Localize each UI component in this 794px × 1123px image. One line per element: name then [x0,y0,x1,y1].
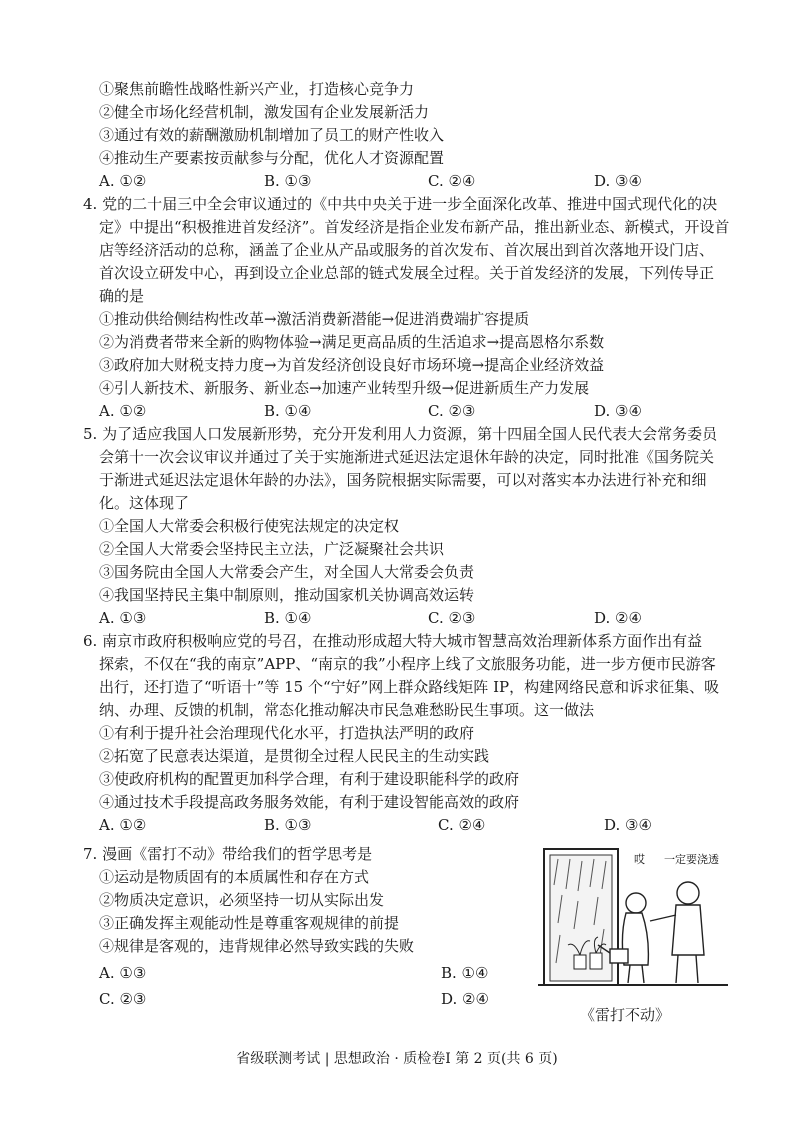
cartoon-illustration [538,845,728,993]
q3-option-c: C. ②④ [428,172,476,190]
q7-item-4: ④规律是客观的，违背规律必然导致实践的失败 [99,937,415,955]
q5-stem-line-3: 于渐进式延迟法定退休年龄的办法》，国务院根据实际需要，可以对落实本办法进行补充和细 [99,471,707,489]
q6-stem-line-4: 纳、办理、反馈的机制，常态化推动解决市民急难愁盼民生事项。这一做法 [99,701,595,719]
q3-item-2: ②健全市场化经营机制，激发国有企业发展新活力 [99,103,430,121]
q7-option-a: A. ①③ [99,964,147,982]
q4-option-b: B. ①④ [264,402,312,420]
cartoon-caption: 《雷打不动》 [580,1006,671,1024]
q5-option-b: B. ①④ [264,609,312,627]
q4-stem-line-3: 店等经济活动的总称，涵盖了企业从产品或服务的首次发布、首次展出到首次落地开设门店、 [99,241,715,259]
q6-option-a: A. ①② [99,816,147,834]
q4-item-1: ①推动供给侧结构性改革→激活消费新潜能→促进消费端扩容提质 [99,310,530,328]
q4-stem-line-5: 确的是 [99,287,145,305]
q3-option-d: D. ③④ [594,172,642,190]
q4-option-a: A. ①② [99,402,147,420]
q5-stem-line-1: 5. 为了适应我国人口发展新形势，充分开发利用人力资源，第十四届全国人民代表大会常务委员 [83,425,718,443]
q5-item-3: ③国务院由全国人大常委会产生，对全国人大常委会负责 [99,563,475,581]
q6-option-d: D. ③④ [604,816,652,834]
q3-option-b: B. ①③ [264,172,312,190]
q6-option-c: C. ②④ [438,816,486,834]
q6-item-3: ③使政府机构的配置更加科学合理，有利于建设职能科学的政府 [99,770,520,788]
q7-item-1: ①运动是物质固有的本质属性和存在方式 [99,868,370,886]
q4-item-3: ③政府加大财税支持力度→为首发经济创设良好市场环境→提高企业经济效益 [99,356,605,374]
q5-stem-line-4: 化。这体现了 [99,494,190,512]
q6-item-4: ④通过技术手段提高政务服务效能，有利于建设智能高效的政府 [99,793,520,811]
speech-left: 哎 [634,854,645,866]
q7-option-c: C. ②③ [99,990,147,1008]
q4-item-4: ④引人新技术、新服务、新业态→加速产业转型升级→促进新质生产力发展 [99,379,590,397]
q6-item-1: ①有利于提升社会治理现代化水平，打造执法严明的政府 [99,724,475,742]
q5-item-2: ②全国人大常委会坚持民主立法，广泛凝聚社会共识 [99,540,445,558]
q7-option-d: D. ②④ [441,990,489,1008]
q3-item-3: ③通过有效的薪酬激励机制增加了员工的财产性收入 [99,126,445,144]
q3-item-1: ①聚焦前瞻性战略性新兴产业，打造核心竞争力 [99,80,415,98]
q6-option-b: B. ①③ [264,816,312,834]
q3-option-a: A. ①② [99,172,147,190]
q5-item-4: ④我国坚持民主集中制原则，推动国家机关协调高效运转 [99,586,475,604]
q4-stem-line-1: 4. 党的二十届三中全会审议通过的《中共中央关于进一步全面深化改革、推进中国式现代化的决 [83,195,718,213]
q3-item-4: ④推动生产要素按贡献参与分配，优化人才资源配置 [99,149,445,167]
q5-item-1: ①全国人大常委会积极行使宪法规定的决定权 [99,517,400,535]
q7-item-3: ③正确发挥主观能动性是尊重客观规律的前提 [99,914,400,932]
q6-stem-line-1: 6. 南京市政府积极响应党的号召，在推动形成超大特大城市智慧高效治理新体系方面作出有益 [83,632,703,650]
page-footer: 省级联测考试 | 思想政治 · 质检卷Ⅰ 第 2 页(共 6 页) [236,1051,558,1067]
q4-item-2: ②为消费者带来全新的购物体验→满足更高品质的生活追求→提高恩格尔系数 [99,333,605,351]
q7-item-2: ②物质决定意识，必须坚持一切从实际出发 [99,891,385,909]
q4-option-d: D. ③④ [594,402,642,420]
q4-stem-line-4: 首次设立研发中心，再到设立企业总部的链式发展全过程。关于首发经济的发展，下列传导正 [99,264,715,282]
q5-stem-line-2: 会第十一次会议审议并通过了关于实施渐进式延迟法定退休年龄的决定，同时批准《国务院关 [99,448,715,466]
q4-stem-line-2: 定》中提出“积极推进首发经济”。首发经济是指企业发布新产品，推出新业态、新模式，开设首 [99,218,730,236]
q4-option-c: C. ②③ [428,402,476,420]
q5-option-c: C. ②③ [428,609,476,627]
q5-option-a: A. ①③ [99,609,147,627]
q6-stem-line-2: 探索，不仅在“我的南京”APP、“南京的我”小程序上线了文旅服务功能，进一步方便市民游客 [99,655,716,673]
q6-item-2: ②拓宽了民意表达渠道，是贯彻全过程人民民主的生动实践 [99,747,490,765]
q5-option-d: D. ②④ [594,609,642,627]
q7-stem: 7. 漫画《雷打不动》带给我们的哲学思考是 [83,845,373,863]
speech-right: 一定要浇透 [664,854,719,866]
q7-option-b: B. ①④ [441,964,489,982]
q6-stem-line-3: 出行，还打造了“听语十”等 15 个“宁好”网上群众路线矩阵 IP，构建网络民意和诉求征集、吸 [99,678,720,696]
